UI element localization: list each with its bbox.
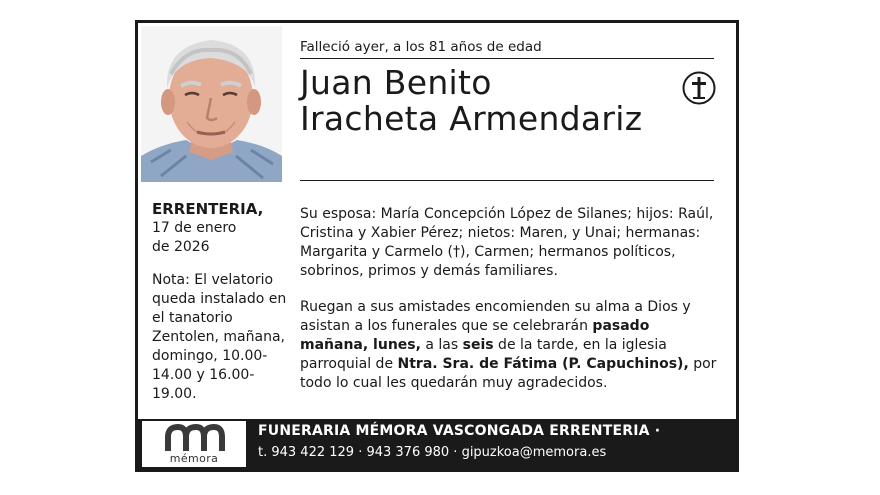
date-line1: 17 de enero [152, 220, 237, 236]
portrait-photo [141, 26, 282, 182]
cross-icon [682, 71, 716, 105]
funeral-text-e: de la tarde, en la iglesia parroquial de [300, 337, 667, 372]
funeral-home-footer [138, 419, 736, 469]
memora-logo-text: mémora [169, 452, 219, 465]
date-line2: de 2026 [152, 239, 210, 255]
family-paragraph: Su esposa: María Concepción López de Silanes; hijos: Raúl, Cristina y Xabier Pérez; nietos: Maren, y Unai; hermanas: Margarita y Carmelo (†), Carmen; hermanos políticos, sobrinos, primos y demás familiares. [300, 206, 714, 279]
funeral-hour: seis [462, 337, 494, 353]
funeral-church: Ntra. Sra. de Fátima (P. Capuchinos), [397, 356, 689, 372]
deceased-name-line1: Juan Benito [300, 63, 492, 102]
obituary-header [300, 39, 714, 137]
funeral-text-c: a las [420, 337, 463, 353]
location-column [152, 200, 292, 404]
death-notice-intro: Falleció ayer, a los 81 años de edad [300, 39, 714, 59]
town-name: ERRENTERIA, [152, 200, 264, 218]
deceased-name-line2: Iracheta Armendariz [300, 99, 643, 138]
portrait-illustration [141, 26, 282, 182]
funeral-home-contact: t. 943 422 129 · 943 376 980 · gipuzkoa@memora.es [258, 445, 607, 460]
memora-logo [142, 421, 246, 467]
wake-note: Nota: El velatorio queda instalado en el tanatorio Zentolen, mañana, domingo, 10.00-14.00 y 16.00-19.00. [152, 272, 287, 402]
memora-logo-icon [142, 421, 246, 453]
deceased-name [300, 65, 714, 137]
funeral-paragraph [300, 298, 720, 393]
obituary-card [135, 20, 739, 472]
funeral-home-name: FUNERARIA MÉMORA VASCONGADA ERRENTERIA · [258, 423, 661, 439]
funeral-text-g: por todo lo cual les quedarán muy agradecidos. [300, 356, 717, 391]
obituary-body [300, 205, 720, 410]
header-divider [300, 180, 714, 181]
funeral-text-a: Ruegan a sus amistades encomienden su alma a Dios y asistan a los funerales que se celebrarán [300, 299, 691, 334]
funeral-day: pasado mañana, lunes, [300, 318, 650, 353]
